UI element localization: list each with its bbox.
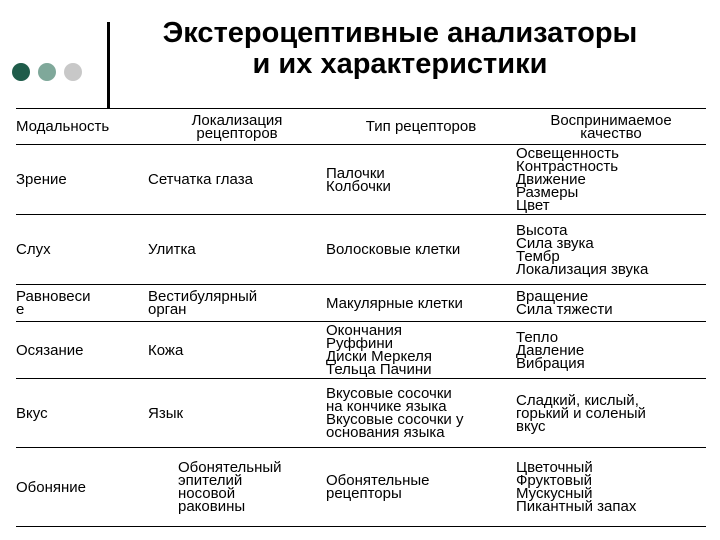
cell-receptors: Вкусовые сосочки на кончике языка Вкусовые сосочки у основания языка (326, 379, 516, 448)
decorative-dots (12, 63, 82, 81)
table-row (16, 215, 706, 285)
cell-modality: Обоняние (16, 448, 148, 527)
header-quality: Воспринимаемое качество (516, 109, 706, 145)
cell-quality: Тепло Давление Вибрация (516, 322, 706, 379)
cell-location: Улитка (148, 215, 326, 285)
table-row (16, 448, 706, 527)
table-row (16, 379, 706, 448)
dot-medium (38, 63, 56, 81)
cell-modality: Зрение (16, 145, 148, 215)
cell-receptors: Палочки Колбочки (326, 145, 516, 215)
cell-location: Кожа (148, 322, 326, 379)
cell-quality: Высота Сила звука Тембр Локализация звука (516, 215, 706, 285)
dot-dark (12, 63, 30, 81)
cell-receptors: Волосковые клетки (326, 215, 516, 285)
header-location: Локализация рецепторов (148, 109, 326, 145)
page-title: Экстероцептивные анализаторы и их характеристики (162, 17, 638, 80)
cell-quality: Освещенность Контрастность Движение Размеры Цвет (516, 145, 706, 215)
table-header-row (16, 109, 706, 145)
cell-location: Вестибулярный орган (148, 285, 326, 322)
cell-quality: Цветочный Фруктовый Мускусный Пикантный запах (516, 448, 706, 527)
cell-receptors: Окончания Руффини Диски Меркеля Тельца Пачини (326, 322, 516, 379)
table-row (16, 145, 706, 215)
table-row (16, 285, 706, 322)
header-receptor-type: Тип рецепторов (326, 109, 516, 145)
cell-modality: Вкус (16, 379, 148, 448)
table-row (16, 322, 706, 379)
cell-receptors: Макулярные клетки (326, 285, 516, 322)
header-modality: Модальность (16, 109, 148, 145)
cell-location: Сетчатка глаза (148, 145, 326, 215)
cell-quality: Сладкий, кислый, горький и соленый вкус (516, 379, 706, 448)
cell-modality: Слух (16, 215, 148, 285)
cell-modality: Равновеси е (16, 285, 148, 322)
analyzer-table (16, 108, 706, 527)
cell-modality: Осязание (16, 322, 148, 379)
cell-receptors: Обонятельные рецепторы (326, 448, 516, 527)
cell-location: Язык (148, 379, 326, 448)
cell-quality: Вращение Сила тяжести (516, 285, 706, 322)
dot-light (64, 63, 82, 81)
cell-location: Обонятельный эпителий носовой раковины (148, 448, 326, 527)
